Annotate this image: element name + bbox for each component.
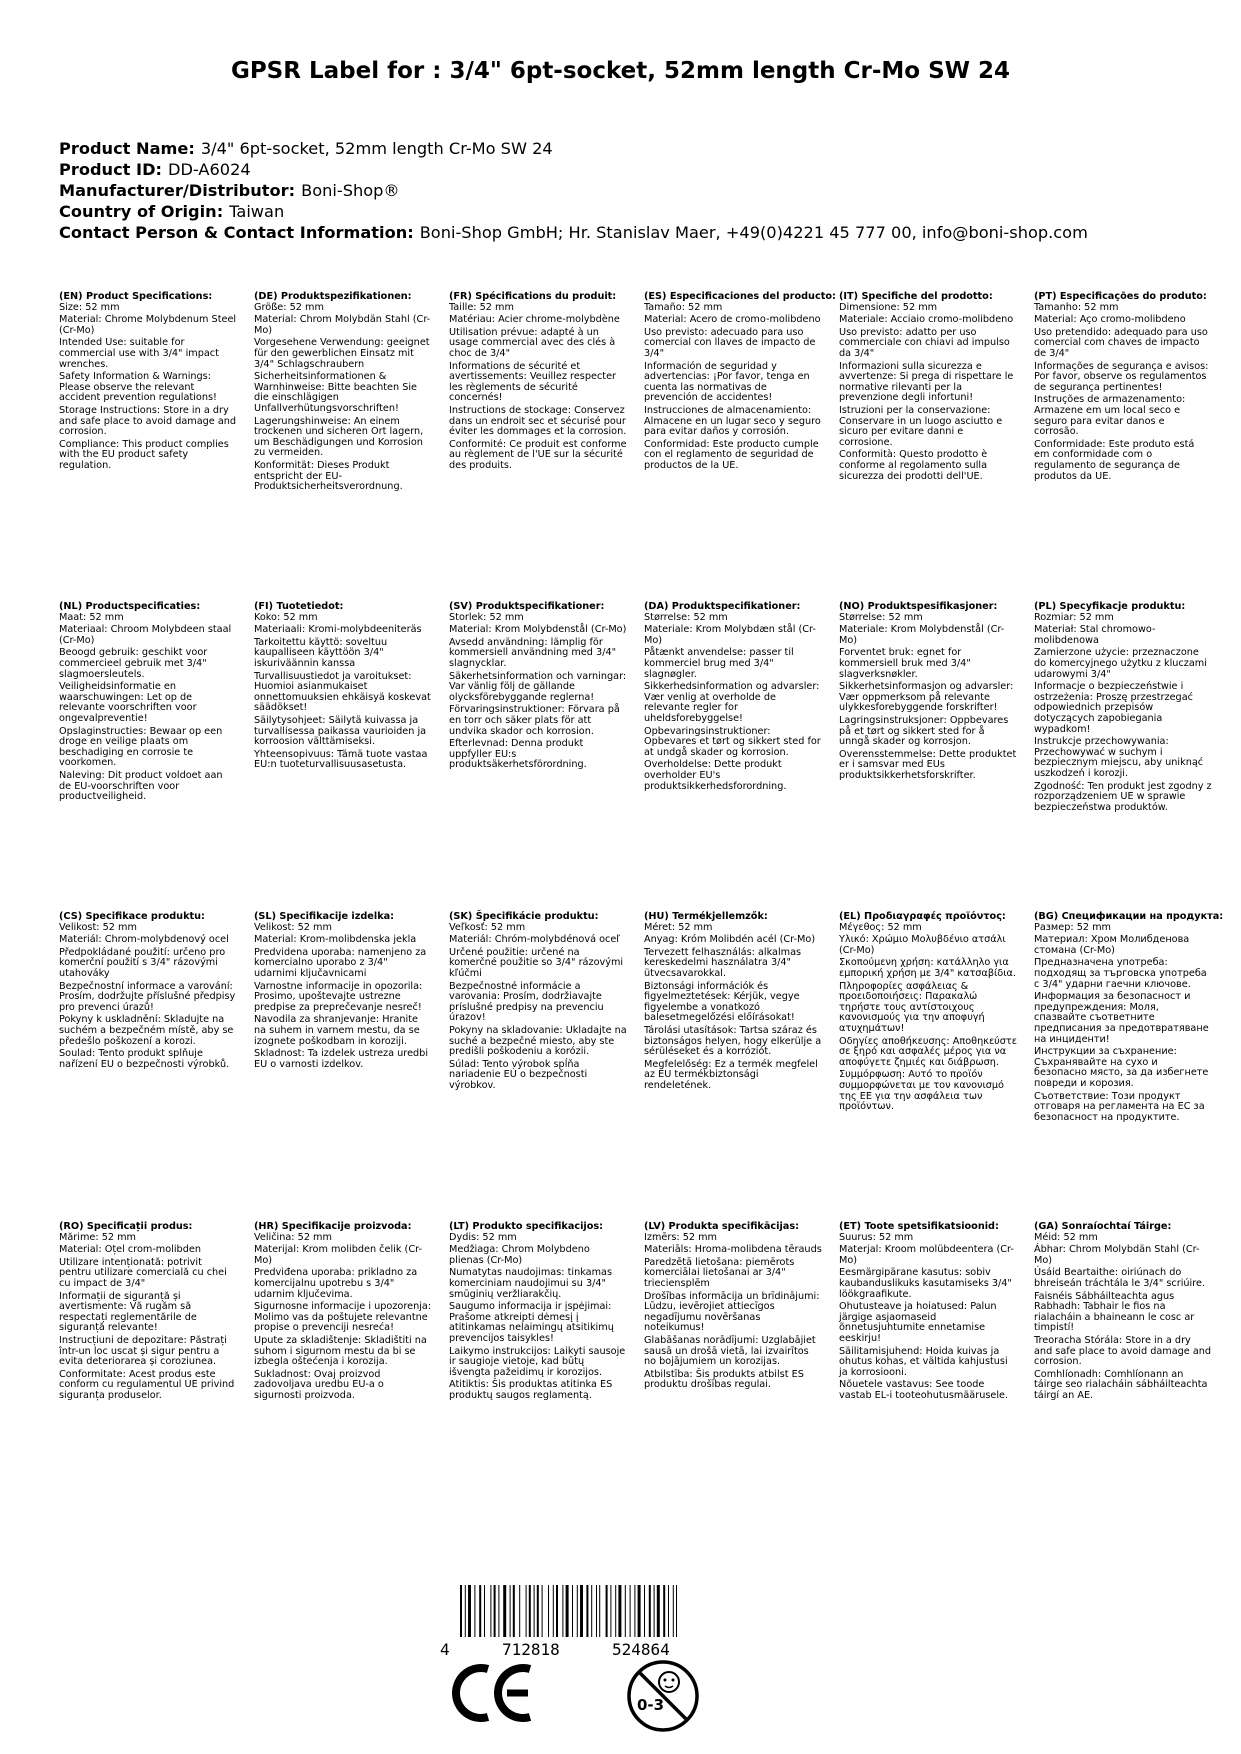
spec-item: Zgodność: Ten produkt jest zgodny z rozporządzeniem UE w sprawie bezpieczeństwa produktów. bbox=[1034, 780, 1212, 813]
spec-item: Koko: 52 mm bbox=[254, 611, 318, 623]
spec-item: Veľkosť: 52 mm bbox=[449, 921, 526, 933]
spec-item: Treoracha Stórála: Store in a dry and safe place to avoid damage and corrosion. bbox=[1034, 1334, 1212, 1368]
spec-item: Súlad: Tento výrobok spĺňa nariadenie EÚ o bezpečnosti výrobkov. bbox=[449, 1058, 588, 1091]
spec-item: Informazioni sulla sicurezza e avvertenze: Si prega di rispettare le normative rilevanti per la prevenzione degli infortuni! bbox=[839, 360, 1014, 404]
barcode-bar bbox=[542, 1585, 543, 1637]
barcode-bar bbox=[553, 1585, 554, 1637]
spec-item: Bezpečnostné informácie a varovania: Prosím, dodržiavajte príslušné predpisy na prevenciu úrazov! bbox=[449, 980, 604, 1024]
spec-item: Uso pretendido: adequado para uso comercial com chaves de impacto de 3/4" bbox=[1034, 326, 1208, 359]
barcode-bar bbox=[562, 1585, 563, 1637]
spec-block bbox=[449, 292, 627, 474]
barcode-bar bbox=[676, 1585, 677, 1637]
spec-item: Eesmärgipärane kasutus: sobiv kaubanduslikuks kasutamiseks 3/4" löökgraafikute. bbox=[839, 1267, 1012, 1300]
barcode-bar bbox=[586, 1585, 588, 1637]
barcode-bar bbox=[649, 1585, 651, 1637]
spec-item: Glabāšanas norādījumi: Uzglabājiet sausā un drošā vietā, lai izvairītos no bojājumiem un korozijas. bbox=[644, 1334, 816, 1368]
barcode-bar bbox=[537, 1585, 539, 1637]
spec-item: Información de seguridad y advertencias: ¡Por favor, tenga en cuenta las normativas de prevención de accidentes! bbox=[644, 360, 810, 404]
barcode-bar bbox=[556, 1585, 558, 1637]
spec-block bbox=[254, 602, 432, 773]
spec-item: Συμμόρφωση: Αυτό το προϊόν συμμορφώνεται με τον κανονισμό της ΕΕ για την ασφάλεια των προϊόντων. bbox=[839, 1069, 1004, 1113]
spec-item: Materiale: Acciaio cromo-molibdeno bbox=[839, 314, 1014, 326]
spec-item: Materiale: Krom Molybdenstål (Cr-Mo) bbox=[839, 624, 1005, 646]
barcode-bar bbox=[468, 1585, 471, 1637]
spec-item: Veličina: 52 mm bbox=[254, 1231, 332, 1243]
spec-item: Μέγεθος: 52 mm bbox=[839, 921, 922, 933]
spec-block bbox=[1034, 1222, 1212, 1404]
barcode-bar bbox=[599, 1585, 600, 1637]
spec-item: Storlek: 52 mm bbox=[449, 611, 524, 623]
barcode-bar bbox=[498, 1585, 499, 1637]
barcode-bar bbox=[630, 1585, 631, 1637]
barcode-bar bbox=[638, 1585, 641, 1637]
spec-item: Conformidade: Este produto está em conformidade com o regulamento de segurança de produtos da UE. bbox=[1034, 438, 1195, 482]
spec-heading: (SK) Špecifikácie produktu: bbox=[449, 911, 599, 922]
spec-item: Tarkoitettu käyttö: soveltuu kaupalliseen käyttöön 3/4" iskuriväännin kanssa bbox=[254, 636, 388, 669]
barcode-bar bbox=[615, 1585, 616, 1637]
spec-heading: (DE) Produktspezifikationen: bbox=[254, 291, 412, 302]
barcode-bar bbox=[548, 1585, 549, 1637]
spec-item: Safety Information & Warnings: Please observe the relevant accident prevention regulations! bbox=[59, 371, 217, 404]
barcode-bar bbox=[580, 1585, 583, 1637]
spec-item: Conformité: Ce produit est conforme au règlement de l'UE sur la sécurité des produits. bbox=[449, 438, 627, 471]
spec-block bbox=[1034, 911, 1224, 1125]
info-value: 3/4" 6pt-socket, 52mm length Cr-Mo SW 24 bbox=[200, 139, 553, 158]
barcode-bar bbox=[519, 1585, 520, 1637]
spec-item: Υλικό: Χρώμιο Μολυβδένιο ατσάλι (Cr-Mo) bbox=[839, 934, 1006, 956]
spec-item: Størrelse: 52 mm bbox=[839, 611, 923, 623]
spec-heading: (CS) Specifikace produktu: bbox=[59, 911, 205, 922]
spec-item: Uso previsto: adatto per uso commerciale con chiavi ad impulso da 3/4" bbox=[839, 326, 1010, 359]
spec-item: Avsedd användning: lämplig för kommersiell användning med 3/4" slagnycklar. bbox=[449, 636, 617, 669]
spec-block bbox=[254, 1222, 432, 1404]
barcode-bar bbox=[591, 1585, 592, 1637]
spec-heading: (ET) Toote spetsifikatsioonid: bbox=[839, 1221, 999, 1232]
spec-item: Materijal: Krom molibden čelik (Cr-Mo) bbox=[254, 1244, 422, 1266]
spec-item: Laikymo instrukcijos: Laikyti sausoje ir saugioje vietoje, kad būtų išvengta pažeidimų ir korozijos. bbox=[449, 1345, 626, 1378]
info-value: Boni-Shop GmbH; Hr. Stanislav Maer, +49(0)4221 45 777 00, info@boni-shop.com bbox=[419, 223, 1088, 242]
spec-item: Ábhar: Chrom Molybdän Stahl (Cr-Mo) bbox=[1034, 1244, 1200, 1266]
spec-block bbox=[59, 1222, 237, 1404]
spec-block bbox=[59, 602, 237, 805]
age-warning-icon bbox=[625, 1658, 701, 1734]
barcode-bars bbox=[460, 1585, 750, 1637]
spec-item: Megfelelőség: Ez a termék megfelel az EU termékbiztonsági rendeletének. bbox=[644, 1058, 818, 1091]
spec-item: Πληροφορίες ασφάλειας & προειδοποιήσεις: Παρακαλώ τηρήστε τους αντίστοιχους κανονισμούς για την αποφυγή ατυχημάτων! bbox=[839, 980, 985, 1034]
spec-item: Tamanho: 52 mm bbox=[1034, 301, 1119, 313]
info-value: DD-A6024 bbox=[167, 160, 251, 179]
spec-item: Mărime: 52 mm bbox=[59, 1231, 136, 1243]
product-info bbox=[59, 138, 1219, 243]
spec-heading: (LT) Produkto specifikacijos: bbox=[449, 1221, 604, 1232]
spec-heading: (SV) Produktspecifikationer: bbox=[449, 601, 605, 612]
spec-item: Instrucciones de almacenamiento: Almacene en un lugar seco y seguro para evitar daños y corrosión. bbox=[644, 404, 821, 438]
spec-block bbox=[59, 292, 237, 474]
spec-item: Instructions de stockage: Conservez dans un endroit sec et sécurisé pour éviter les dommages et la corrosion. bbox=[449, 404, 627, 438]
svg-text:0-3: 0-3 bbox=[637, 1696, 665, 1714]
spec-item: Intended Use: suitable for commercial use with 3/4" impact wrenches. bbox=[59, 337, 219, 370]
spec-heading: (PL) Specyfikacje produktu: bbox=[1034, 601, 1186, 612]
spec-heading: (NO) Produktspesifikasjoner: bbox=[839, 601, 998, 612]
spec-heading: (HR) Specifikacije proizvoda: bbox=[254, 1221, 412, 1232]
spec-item: Materiaal: Chroom Molybdeen staal (Cr-Mo) bbox=[59, 624, 232, 646]
spec-item: Материал: Хром Молибденова стомана (Cr-Mo) bbox=[1034, 934, 1190, 956]
spec-heading: (EL) Προδιαγραφές προϊόντος: bbox=[839, 911, 1006, 922]
spec-item: Sukladnost: Ovaj proizvod zadovoljava uredbu EU-a o sigurnosti proizvoda. bbox=[254, 1368, 384, 1401]
spec-item: Størrelse: 52 mm bbox=[644, 611, 728, 623]
info-label: Contact Person & Contact Information: bbox=[59, 223, 414, 242]
spec-item: Opslaginstructies: Bewaar op een droge en veilige plaats om beschadiging en corrosie te voorkomen. bbox=[59, 725, 223, 769]
product-name-row bbox=[59, 138, 1219, 159]
info-label: Manufacturer/Distributor: bbox=[59, 181, 296, 200]
barcode-bar bbox=[474, 1585, 475, 1637]
spec-item: Veiligheidsinformatie en waarschuwingen: Let op de relevante voorschriften voor ongevalpreventie! bbox=[59, 681, 197, 724]
spec-item: Faisnéis Sábháilteachta agus Rabhadh: Tabhair le fios na rialacháin a bhaineann le cosc ar timpistí! bbox=[1034, 1290, 1195, 1334]
barcode-bar bbox=[566, 1585, 569, 1637]
spec-item: Beoogd gebruik: geschikt voor commercieel gebruik met 3/4" slagmoersleutels. bbox=[59, 647, 208, 680]
barcode-bar bbox=[465, 1585, 466, 1637]
spec-item: Předpokládané použití: určeno pro komerční použití s 3/4" rázovými utahováky bbox=[59, 946, 226, 979]
barcode-right-digits: 524864 bbox=[612, 1640, 670, 1659]
spec-item: Materiaali: Kromi-molybdeeniteräs bbox=[254, 624, 422, 636]
info-label: Product ID: bbox=[59, 160, 162, 179]
spec-item: Overensstemmelse: Dette produktet er i samsvar med EUs produktsikkerhetsforskrifter. bbox=[839, 748, 1017, 781]
spec-item: Размер: 52 mm bbox=[1034, 921, 1111, 933]
barcode-bar bbox=[490, 1585, 491, 1637]
spec-heading: (LV) Produkta specifikācijas: bbox=[644, 1221, 799, 1232]
spec-heading: (IT) Specifiche del prodotto: bbox=[839, 291, 993, 302]
spec-item: Σκοπούμενη χρήση: κατάλληλο για εμπορική χρήση με 3/4" κατσαβίδια. bbox=[839, 957, 1016, 979]
spec-item: Sicherheitsinformationen & Warnhinweise: Bitte beachten Sie die einschlägigen Unfallverhütungsvorschriften! bbox=[254, 371, 418, 414]
spec-item: Ohutusteave ja hoiatused: Palun järgige asjaomaseid õnnetusjuhtumite ennetamise eeskirju! bbox=[839, 1301, 997, 1344]
spec-item: Naleving: Dit product voldoet aan de EU-voorschriften voor productveiligheid. bbox=[59, 769, 223, 803]
spec-block bbox=[1034, 292, 1212, 484]
barcode-bar bbox=[494, 1585, 496, 1637]
spec-item: Konformität: Dieses Produkt entspricht der EU-Produktsicherheitsverordnung. bbox=[254, 459, 403, 493]
spec-heading: (FR) Spécifications du produit: bbox=[449, 291, 617, 302]
spec-item: Predvidena uporaba: namenjeno za komercialno uporabo z 3/4" udarnimi ključavnicami bbox=[254, 946, 427, 979]
barcode-bar bbox=[572, 1585, 573, 1637]
spec-item: Materiale: Krom Molybdæn stål (Cr-Mo) bbox=[644, 624, 816, 646]
spec-item: Yhteensopivuus: Tämä tuote vastaa EU:n tuoteturvallisuusasetusta. bbox=[254, 748, 428, 771]
spec-item: Utilizare intenționată: potrivit pentru utilizare comercială cu chei cu impact de 3/4" bbox=[59, 1256, 227, 1289]
barcode-bar bbox=[510, 1585, 511, 1637]
spec-item: Medžiaga: Chrom Molybdeno plienas (Cr-Mo) bbox=[449, 1244, 590, 1266]
spec-item: Conformidad: Este producto cumple con el reglamento de seguridad de productos de la UE. bbox=[644, 438, 819, 471]
spec-item: Storage Instructions: Store in a dry and safe place to avoid damage and corrosion. bbox=[59, 404, 237, 438]
spec-item: Materiāls: Hroma-molibdena tērauds bbox=[644, 1244, 822, 1256]
spec-heading: (ES) Especificaciones del producto: bbox=[644, 291, 836, 302]
spec-block bbox=[1034, 602, 1212, 815]
barcode-bar bbox=[503, 1585, 506, 1637]
barcode-bar bbox=[460, 1585, 462, 1637]
spec-item: Biztonsági információk és figyelmeztetések: Kérjük, vegye figyelembe a vonatkozó balesetmegelőzési előírásokat! bbox=[644, 980, 800, 1024]
spec-item: Größe: 52 mm bbox=[254, 301, 324, 313]
spec-item: Maat: 52 mm bbox=[59, 611, 124, 623]
spec-item: Material: Krom Molybdenstål (Cr-Mo) bbox=[449, 624, 627, 636]
barcode-bar bbox=[618, 1585, 621, 1637]
spec-item: Информация за безопасност и предупреждения: Моля, спазвайте съответните предписания за предотвратяване на инциденти! bbox=[1034, 991, 1209, 1045]
barcode-bar bbox=[526, 1585, 527, 1637]
barcode-bar bbox=[479, 1585, 481, 1637]
spec-item: Matériau: Acier chrome-molybdène bbox=[449, 314, 620, 326]
spec-heading: (FI) Tuotetiedot: bbox=[254, 601, 344, 612]
info-label: Country of Origin: bbox=[59, 202, 224, 221]
barcode-bar bbox=[610, 1585, 611, 1637]
spec-heading: (RO) Specificații produs: bbox=[59, 1221, 193, 1232]
spec-item: Vorgesehene Verwendung: geeignet für den gewerblichen Einsatz mit 3/4" Schlagschraubern bbox=[254, 337, 430, 370]
contact-row bbox=[59, 222, 1219, 243]
spec-item: Paredzētā lietošana: piemērots komerciālai lietošanai ar 3/4" trieciensplēm bbox=[644, 1256, 795, 1289]
spec-item: Pokyny k uskladnění: Skladujte na suchém a bezpečném místě, aby se předešlo poškození a korozi. bbox=[59, 1014, 234, 1047]
spec-heading: (BG) Спецификации на продукта: bbox=[1034, 911, 1224, 922]
spec-item: Materiál: Chróm-molybdénová oceľ bbox=[449, 934, 620, 946]
barcode-bar bbox=[606, 1585, 608, 1637]
spec-item: Tervezett felhasználás: alkalmas kereskedelmi használatra 3/4" ütvecsavarokkal. bbox=[644, 946, 802, 979]
spec-item: Tamaño: 52 mm bbox=[644, 301, 723, 313]
spec-item: Tárolási utasítások: Tartsa száraz és biztonságos helyen, hogy elkerülje a sérüléseket és a korróziót. bbox=[644, 1024, 822, 1058]
page-title: GPSR Label for : 3/4" 6pt-socket, 52mm length Cr-Mo SW 24 bbox=[230, 58, 1011, 84]
barcode-bar bbox=[529, 1585, 531, 1637]
spec-item: Materiál: Chrom-molybdenový ocel bbox=[59, 934, 229, 946]
barcode-bar bbox=[654, 1585, 655, 1637]
spec-item: Size: 52 mm bbox=[59, 301, 120, 313]
spec-item: Sigurnosne informacije i upozorenja: Molimo vas da poštujete relevantne propise o prevenciji nesreća! bbox=[254, 1301, 432, 1334]
barcode-bar bbox=[634, 1585, 635, 1637]
spec-item: Informações de segurança e avisos: Por favor, observe os regulamentos de segurança pertinentes! bbox=[1034, 360, 1209, 393]
spec-item: Méid: 52 mm bbox=[1034, 1231, 1098, 1243]
spec-item: Säilytysohjeet: Säilytä kuivassa ja turvallisessa paikassa vaurioiden ja korroosion välttämiseksi. bbox=[254, 714, 427, 748]
spec-item: Informations de sécurité et avertissements: Veuillez respecter les règlements de sécurité concernés! bbox=[449, 360, 617, 404]
spec-heading: (DA) Produktspecifikationer: bbox=[644, 601, 801, 612]
spec-block bbox=[449, 912, 627, 1094]
spec-block bbox=[839, 602, 1017, 784]
spec-item: Uso previsto: adecuado para uso comercial con llaves de impacto de 3/4" bbox=[644, 326, 816, 359]
barcode-lead-digit: 4 bbox=[440, 1640, 450, 1659]
spec-item: Påtænkt anvendelse: passer til kommerciel brug med 3/4" slagnøgler. bbox=[644, 647, 794, 680]
spec-item: Zamierzone użycie: przeznaczone do komercyjnego użytku z kluczami udarowymi 3/4" bbox=[1034, 647, 1207, 680]
spec-block bbox=[59, 912, 237, 1072]
spec-item: Suurus: 52 mm bbox=[839, 1231, 914, 1243]
spec-block bbox=[839, 912, 1017, 1115]
country-row bbox=[59, 201, 1219, 222]
spec-item: Úsáid Beartaithe: oiriúnach do bhreiseán tráchtála le 3/4" scriúire. bbox=[1034, 1267, 1206, 1289]
spec-item: Съответствие: Този продукт отговаря на регламента на ЕС за безопасност на продуктите. bbox=[1034, 1090, 1205, 1123]
spec-item: Určené použitie: určené na komerčné použitie so 3/4" rázovými kľúčmi bbox=[449, 946, 624, 979]
spec-item: Material: Aço cromo-molibdeno bbox=[1034, 314, 1186, 326]
barcode-bar bbox=[596, 1585, 597, 1637]
spec-item: Velikost: 52 mm bbox=[254, 921, 332, 933]
spec-item: Compliance: This product complies with the EU product safety regulation. bbox=[59, 438, 229, 471]
spec-item: Material: Krom-molibdenska jekla bbox=[254, 934, 417, 946]
spec-item: Velikost: 52 mm bbox=[59, 921, 137, 933]
spec-item: Pokyny na skladovanie: Ukladajte na suché a bezpečné miesto, aby ste predišli poškodeniu a korózii. bbox=[449, 1024, 627, 1058]
spec-block bbox=[839, 292, 1017, 484]
barcode-bar bbox=[673, 1585, 674, 1637]
spec-block bbox=[254, 912, 432, 1072]
barcode-bar bbox=[513, 1585, 515, 1637]
spec-block bbox=[644, 1222, 822, 1393]
info-label: Product Name: bbox=[59, 139, 195, 158]
info-value: Taiwan bbox=[229, 202, 285, 221]
barcode-bar bbox=[625, 1585, 626, 1637]
spec-item: Material: Oțel crom-molibden bbox=[59, 1244, 201, 1256]
spec-item: Instrucțiuni de depozitare: Păstrați într-un loc uscat și sigur pentru a evita deteriorarea și coroziunea. bbox=[59, 1334, 227, 1368]
barcode bbox=[440, 1585, 750, 1657]
barcode-bar bbox=[668, 1585, 669, 1637]
spec-item: Instruções de armazenamento: Armazene em um local seco e seguro para evitar danos e corrosão. bbox=[1034, 394, 1186, 438]
spec-item: Numatytas naudojimas: tinkamas komerciniam naudojimui su 3/4" smūginių veržliarakčių. bbox=[449, 1267, 613, 1300]
barcode-left-digits: 712818 bbox=[502, 1640, 560, 1659]
spec-heading: (PT) Especificações do produto: bbox=[1034, 291, 1207, 302]
spec-item: Conformità: Questo prodotto è conforme al regolamento sulla sicurezza dei prodotti dell'UE. bbox=[839, 449, 988, 482]
product-id-row bbox=[59, 159, 1219, 180]
spec-item: Materiał: Stal chromowo-molibdenowa bbox=[1034, 624, 1156, 646]
spec-item: Opbevaringsinstruktioner: Opbevares et tørt og sikkert sted for at undgå skader og korrosion. bbox=[644, 725, 821, 758]
spec-item: Méret: 52 mm bbox=[644, 921, 713, 933]
spec-item: Bezpečnostní informace a varování: Prosím, dodržujte příslušné předpisy pro prevenci úrazů! bbox=[59, 980, 236, 1013]
spec-item: Οδηγίες αποθήκευσης: Αποθηκεύστε σε ξηρό και ασφαλές μέρος για να αποφύγετε ζημιές και διάβρωση. bbox=[839, 1035, 1017, 1068]
spec-item: Utilisation prévue: adapté à un usage commercial avec des clés à choc de 3/4" bbox=[449, 326, 616, 359]
spec-heading: (NL) Productspecificaties: bbox=[59, 601, 201, 612]
spec-block bbox=[644, 912, 822, 1094]
spec-block bbox=[449, 602, 627, 773]
spec-item: Atitiktis: Šis produktas atitinka ES produktų saugos reglamentą. bbox=[449, 1379, 613, 1401]
spec-heading: (SL) Specifikacije izdelka: bbox=[254, 911, 395, 922]
spec-item: Sikkerhetsinformasjon og advarsler: Vær oppmerksom på relevante ulykkesforebyggende forskrifter! bbox=[839, 681, 1014, 714]
spec-item: Saugumo informacija ir įspėjimai: Prašome atkreipti dėmesį į atitinkamas nelaimingų atsitikimų prevencijos taisykles! bbox=[449, 1301, 614, 1344]
spec-item: Skladnost: Ta izdelek ustreza uredbi EU o varnosti izdelkov. bbox=[254, 1048, 429, 1070]
spec-item: Informacje o bezpieczeństwie i ostrzeżenia: Proszę przestrzegać odpowiednich przepisów dotyczących zapobiegania wypadkom! bbox=[1034, 681, 1193, 735]
barcode-bar bbox=[644, 1585, 645, 1637]
spec-item: Drošības informācija un brīdinājumi: Lūdzu, ievērojiet attiecīgos negadījumu novēršanas noteikumus! bbox=[644, 1290, 820, 1334]
info-value: Boni-Shop® bbox=[301, 181, 400, 200]
spec-item: Säkerhetsinformation och varningar: Var vänlig följ de gällande olycksförebyggande reglerna! bbox=[449, 670, 627, 703]
spec-item: Soulad: Tento produkt splňuje nařízení EU o bezpečnosti výrobků. bbox=[59, 1048, 230, 1070]
spec-item: Lagerungshinweise: An einem trockenen und sicheren Ort lagern, um Beschädigungen und Korrosion zu vermeiden. bbox=[254, 415, 424, 459]
spec-item: Dimensione: 52 mm bbox=[839, 301, 938, 313]
spec-item: Informații de siguranță și avertismente: Vă rugăm să respectați reglementările de siguranță relevante! bbox=[59, 1290, 197, 1334]
spec-block bbox=[839, 1222, 1017, 1404]
spec-heading: (EN) Product Specifications: bbox=[59, 291, 213, 302]
spec-item: Nõuetele vastavus: See toode vastab EL-i tooteohutusmäärusele. bbox=[839, 1379, 1009, 1401]
spec-item: Materjal: Kroom molübdeentera (Cr-Mo) bbox=[839, 1244, 1014, 1266]
spec-item: Dydis: 52 mm bbox=[449, 1231, 517, 1243]
spec-item: Sikkerhedsinformation og advarsler: Vær venlig at overholde de relevante regler for uheldsforebyggelse! bbox=[644, 681, 820, 724]
manufacturer-row bbox=[59, 180, 1219, 201]
spec-item: Material: Chrome Molybdenum Steel (Cr-Mo) bbox=[59, 314, 237, 336]
spec-item: Conformitate: Acest produs este conform cu regulamentul UE privind siguranța produselor. bbox=[59, 1368, 235, 1401]
barcode-bar bbox=[663, 1585, 665, 1637]
barcode-bar bbox=[484, 1585, 485, 1637]
spec-item: Efterlevnad: Denna produkt uppfyller EU:s produktsäkerhetsförordning. bbox=[449, 738, 587, 771]
spec-item: Turvallisuustiedot ja varoitukset: Huomioi asianmukaiset onnettomuuksien ehkäisyä koskevat säädökset! bbox=[254, 670, 431, 714]
spec-item: Säilitamisjuhend: Hoida kuivas ja ohutus kohas, et vältida kahjustusi ja korrosiooni. bbox=[839, 1345, 1008, 1378]
spec-block bbox=[644, 291, 836, 474]
spec-item: Instrukcje przechowywania: Przechowywać w suchym i bezpiecznym miejscu, aby uniknąć uszkodzeń i korozji. bbox=[1034, 736, 1204, 779]
spec-item: Overholdelse: Dette produkt overholder EU's produktsikkerhedsforordning. bbox=[644, 759, 787, 792]
spec-item: Förvaringsinstruktioner: Förvara på en torr och säker plats för att undvika skador och korrosion. bbox=[449, 704, 620, 737]
spec-item: Предназначена употреба: подходящ за търговска употреба с 3/4" ударни гаечни ключове. bbox=[1034, 957, 1207, 990]
spec-item: Rozmiar: 52 mm bbox=[1034, 611, 1114, 623]
spec-block bbox=[449, 1222, 627, 1404]
ce-mark-icon bbox=[452, 1663, 536, 1723]
spec-item: Инструкции за съхранение: Съхранявайте на сухо и безопасно място, за да избегнете повреди и корозия. bbox=[1034, 1046, 1209, 1089]
barcode-bar bbox=[577, 1585, 578, 1637]
spec-item: Izmērs: 52 mm bbox=[644, 1231, 717, 1243]
spec-block bbox=[254, 292, 432, 495]
spec-item: Navodila za shranjevanje: Hranite na suhem in varnem mestu, da se izognete poškodbam in koroziji. bbox=[254, 1014, 420, 1047]
spec-item: Material: Acero de cromo-molibdeno bbox=[644, 314, 821, 326]
spec-block bbox=[644, 602, 822, 794]
spec-heading: (GA) Sonraíochtaí Táirge: bbox=[1034, 1221, 1172, 1232]
spec-item: Taille: 52 mm bbox=[449, 301, 514, 313]
barcode-bar bbox=[534, 1585, 535, 1637]
spec-item: Varnostne informacije in opozorila: Prosimo, upoštevajte ustrezne predpise za preprečevanje nesreč! bbox=[254, 980, 423, 1013]
spec-item: Istruzioni per la conservazione: Conservare in un luogo asciutto e sicuro per evitare danni e corrosione. bbox=[839, 404, 1003, 448]
spec-item: Forventet bruk: egnet for kommersiell bruk med 3/4" slagverksnøkler. bbox=[839, 647, 971, 680]
spec-item: Lagringsinstruksjoner: Oppbevares på et tørt og sikkert sted for å unngå skader og korrosjon. bbox=[839, 714, 1009, 748]
spec-item: Predviđena uporaba: prikladno za komercijalnu upotrebu s 3/4" udarnim ključevima. bbox=[254, 1267, 418, 1300]
barcode-bar bbox=[657, 1585, 660, 1637]
spec-item: Comhlíonadh: Comhlíonann an táirge seo rialacháin sábháilteachta táirgí an AE. bbox=[1034, 1368, 1208, 1401]
spec-item: Atbilstība: Šis produkts atbilst ES produktu drošības regulai. bbox=[644, 1368, 804, 1391]
spec-heading: (HU) Termékjellemzők: bbox=[644, 911, 768, 922]
spec-item: Material: Chrom Molybdän Stahl (Cr-Mo) bbox=[254, 314, 431, 336]
spec-item: Upute za skladištenje: Skladištiti na suhom i sigurnom mestu da bi se izbegla oštećenja i korozija. bbox=[254, 1334, 427, 1368]
spec-item: Anyag: Króm Molibdén acél (Cr-Mo) bbox=[644, 934, 816, 946]
